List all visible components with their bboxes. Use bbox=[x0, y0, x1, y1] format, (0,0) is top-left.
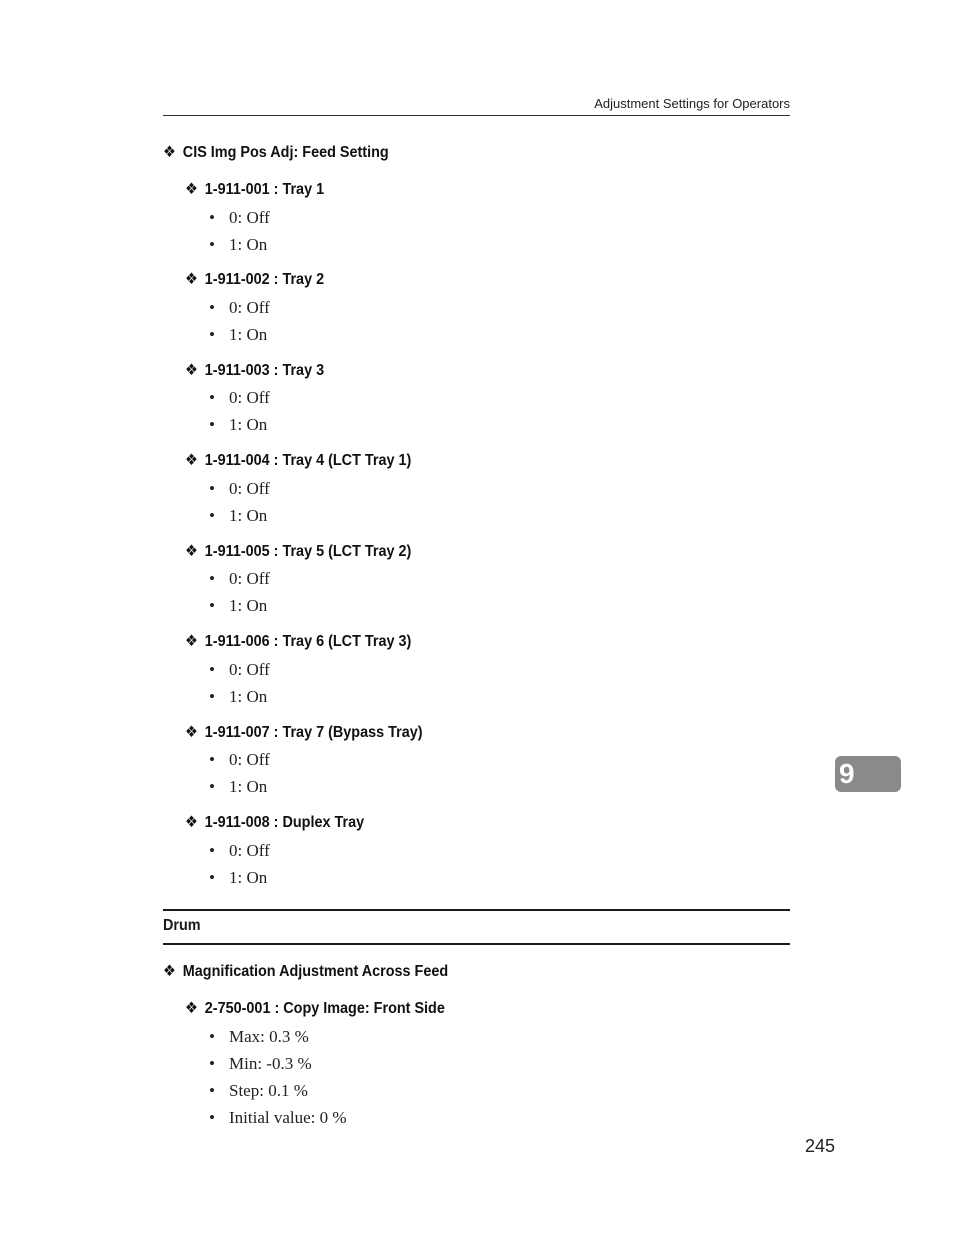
section-title-text: Magnification Adjustment Across Feed bbox=[182, 963, 449, 980]
list-item bbox=[209, 565, 270, 592]
diamond-icon: ❖ bbox=[185, 271, 198, 288]
list-item-text: 0: Off bbox=[229, 208, 270, 227]
setting-heading bbox=[185, 361, 324, 381]
running-header: Adjustment Settings for Operators bbox=[594, 96, 790, 111]
option-list bbox=[209, 1023, 347, 1131]
list-item bbox=[209, 773, 270, 800]
bullet-icon: • bbox=[209, 1081, 215, 1100]
setting-heading-text: 1-911-008 : Duplex Tray bbox=[204, 814, 365, 831]
bullet-icon: • bbox=[209, 596, 215, 615]
page-number: 245 bbox=[804, 1136, 835, 1156]
diamond-icon: ❖ bbox=[185, 543, 198, 560]
bullet-icon: • bbox=[209, 325, 215, 344]
diamond-icon: ❖ bbox=[163, 963, 176, 980]
list-item-text: 0: Off bbox=[229, 479, 270, 498]
setting-heading-text: 2-750-001 : Copy Image: Front Side bbox=[204, 1000, 445, 1017]
list-item-text: Step: 0.1 % bbox=[229, 1081, 308, 1100]
list-item bbox=[209, 864, 270, 891]
list-item bbox=[209, 321, 270, 348]
section-rule-top bbox=[163, 909, 790, 911]
bullet-icon: • bbox=[209, 388, 215, 407]
list-item-text: 1: On bbox=[229, 777, 268, 796]
bullet-icon: • bbox=[209, 479, 215, 498]
bullet-icon: • bbox=[209, 415, 215, 434]
diamond-icon: ❖ bbox=[163, 144, 176, 161]
setting-heading bbox=[185, 180, 324, 200]
list-item bbox=[209, 1077, 347, 1104]
diamond-icon: ❖ bbox=[185, 724, 198, 741]
list-item bbox=[209, 475, 270, 502]
list-item bbox=[209, 683, 270, 710]
section-title-text: CIS Img Pos Adj: Feed Setting bbox=[182, 144, 389, 161]
bullet-icon: • bbox=[209, 660, 215, 679]
setting-heading bbox=[185, 723, 423, 743]
list-item-text: Min: -0.3 % bbox=[229, 1054, 312, 1073]
setting-heading bbox=[185, 813, 364, 833]
chapter-tab bbox=[835, 756, 901, 792]
header-rule bbox=[163, 115, 790, 116]
diamond-icon: ❖ bbox=[185, 452, 198, 469]
list-item-text: 0: Off bbox=[229, 660, 270, 679]
setting-heading-text: 1-911-002 : Tray 2 bbox=[204, 271, 325, 288]
setting-heading-text: 1-911-001 : Tray 1 bbox=[204, 181, 325, 198]
diamond-icon: ❖ bbox=[185, 181, 198, 198]
bullet-icon: • bbox=[209, 506, 215, 525]
list-item bbox=[209, 204, 270, 231]
setting-heading bbox=[185, 999, 445, 1019]
bullet-icon: • bbox=[209, 750, 215, 769]
list-item-text: 1: On bbox=[229, 596, 268, 615]
diamond-icon: ❖ bbox=[185, 362, 198, 379]
setting-heading-text: 1-911-003 : Tray 3 bbox=[204, 362, 325, 379]
list-item bbox=[209, 1023, 347, 1050]
setting-heading bbox=[185, 542, 411, 562]
bullet-icon: • bbox=[209, 235, 215, 254]
list-item bbox=[209, 837, 270, 864]
setting-heading-text: 1-911-007 : Tray 7 (Bypass Tray) bbox=[204, 724, 423, 741]
setting-heading-text: 1-911-005 : Tray 5 (LCT Tray 2) bbox=[204, 543, 412, 560]
bullet-icon: • bbox=[209, 1108, 215, 1127]
list-item bbox=[209, 384, 270, 411]
list-item-text: 1: On bbox=[229, 687, 268, 706]
list-item-text: 1: On bbox=[229, 506, 268, 525]
diamond-icon: ❖ bbox=[185, 633, 198, 650]
setting-heading bbox=[185, 451, 411, 471]
list-item bbox=[209, 502, 270, 529]
option-list bbox=[209, 565, 270, 619]
list-item-text: 0: Off bbox=[229, 750, 270, 769]
chapter-number: 9 bbox=[839, 758, 855, 789]
list-item bbox=[209, 411, 270, 438]
setting-heading-text: 1-911-004 : Tray 4 (LCT Tray 1) bbox=[204, 452, 412, 469]
list-item-text: 0: Off bbox=[229, 298, 270, 317]
list-item-text: 1: On bbox=[229, 325, 268, 344]
section-title bbox=[163, 962, 448, 982]
option-list bbox=[209, 746, 270, 800]
option-list bbox=[209, 384, 270, 438]
bullet-icon: • bbox=[209, 208, 215, 227]
list-item bbox=[209, 1050, 347, 1077]
list-item bbox=[209, 294, 270, 321]
bullet-icon: • bbox=[209, 777, 215, 796]
list-item-text: 0: Off bbox=[229, 569, 270, 588]
list-item bbox=[209, 656, 270, 683]
bullet-icon: • bbox=[209, 298, 215, 317]
list-item-text: 0: Off bbox=[229, 388, 270, 407]
bullet-icon: • bbox=[209, 1054, 215, 1073]
bullet-icon: • bbox=[209, 1027, 215, 1046]
option-list bbox=[209, 204, 270, 258]
list-item-text: 1: On bbox=[229, 415, 268, 434]
list-item-text: Max: 0.3 % bbox=[229, 1027, 309, 1046]
list-item bbox=[209, 592, 270, 619]
section-title bbox=[163, 143, 389, 163]
bullet-icon: • bbox=[209, 569, 215, 588]
list-item-text: Initial value: 0 % bbox=[229, 1108, 347, 1127]
diamond-icon: ❖ bbox=[185, 814, 198, 831]
bullet-icon: • bbox=[209, 868, 215, 887]
list-item-text: 1: On bbox=[229, 868, 268, 887]
setting-heading-text: 1-911-006 : Tray 6 (LCT Tray 3) bbox=[204, 633, 412, 650]
setting-heading bbox=[185, 270, 324, 290]
bullet-icon: • bbox=[209, 687, 215, 706]
option-list bbox=[209, 294, 270, 348]
list-item bbox=[209, 231, 270, 258]
section-rule-bottom bbox=[163, 943, 790, 945]
list-item bbox=[209, 1104, 347, 1131]
option-list bbox=[209, 475, 270, 529]
option-list bbox=[209, 656, 270, 710]
bullet-icon: • bbox=[209, 841, 215, 860]
list-item-text: 1: On bbox=[229, 235, 268, 254]
option-list bbox=[209, 837, 270, 891]
setting-heading bbox=[185, 632, 411, 652]
list-item bbox=[209, 746, 270, 773]
diamond-icon: ❖ bbox=[185, 1000, 198, 1017]
drum-section-title: Drum bbox=[163, 917, 201, 934]
list-item-text: 0: Off bbox=[229, 841, 270, 860]
